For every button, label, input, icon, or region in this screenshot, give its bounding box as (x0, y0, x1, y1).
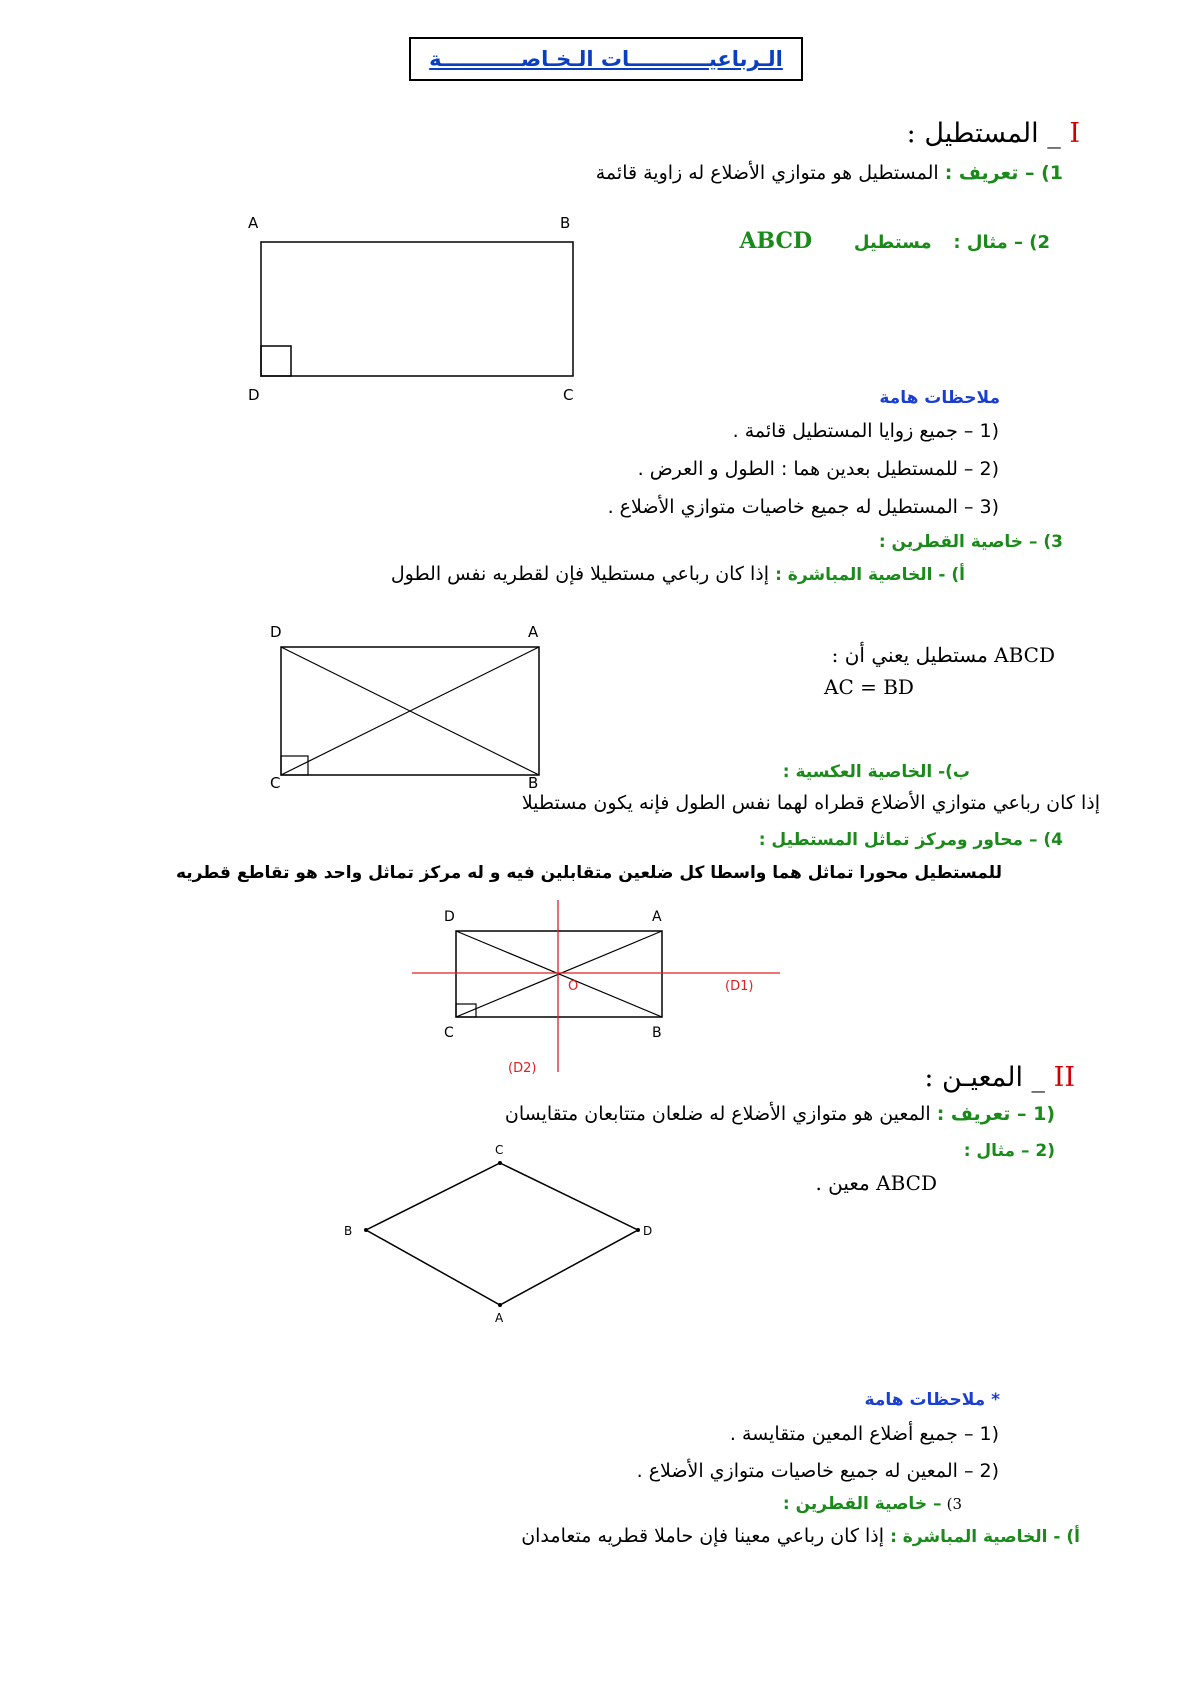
rect-direct-label: أ) - الخاصية المباشرة : (775, 565, 965, 585)
rhombus-direct-label: أ) - الخاصية المباشرة : (890, 1527, 1080, 1547)
vertex-label-b-3: B (652, 1025, 662, 1041)
rhombus-direct-property (521, 1525, 1080, 1547)
rect-direct-property (391, 563, 965, 585)
rectangle-shape (261, 242, 573, 376)
rect-example2-line1: ABCD مستطيل يعني أن : (831, 643, 1055, 667)
vertex-label-d-2: D (270, 623, 282, 641)
rect-converse-text: إذا كان رباعي متوازي الأضلاع قطراه لهما نفس الطول فإنه يكون مستطيلا (521, 792, 1100, 814)
axis-label-d2: (D2) (508, 1061, 537, 1076)
rhombus-example-label: (2 – مثال : (963, 1141, 1055, 1161)
rhombus-diagonals-label: – خاصية القطرين : (782, 1494, 942, 1514)
rhombus-label-b: B (344, 1224, 353, 1238)
rectangle-figure-1 (230, 210, 590, 410)
vertex-label-c: C (563, 386, 574, 404)
rect-converse-label: ب)- الخاصية العكسية : (782, 762, 970, 782)
rhombus-definition-text: المعين هو متوازي الأضلاع له ضلعان متتابعان متقايسان (504, 1103, 931, 1125)
rect-note-1: (1 – جميع زوايا المستطيل قائمة . (732, 420, 999, 442)
vertex-label-c-2: C (270, 774, 281, 790)
rhombus-note-1: (1 – جميع أضلاع المعين متقايسة . (729, 1423, 999, 1445)
right-angle-mark (261, 346, 291, 376)
vertex-dot-c (498, 1161, 502, 1165)
vertex-label-d-3: D (444, 909, 455, 925)
rhombus-label-d: D (643, 1224, 653, 1238)
rect-axes-text: للمستطيل محورا تماثل هما واسطا كل ضلعين متقابلين فيه و له مركز تماثل واحد هو تقاطع قطريه (175, 863, 1002, 883)
section2-numeral: II (1053, 1062, 1075, 1093)
rect-example-word: مستطيل (853, 232, 932, 253)
rhombus-diagonals-heading (783, 1494, 962, 1514)
section2-heading (924, 1062, 1075, 1093)
rhombus-figure (330, 1140, 670, 1330)
rectangle-figure-2 (260, 620, 560, 790)
vertex-dot-b (364, 1228, 368, 1232)
rhombus-definition-label: (1 – تعريف : (936, 1103, 1055, 1125)
vertex-label-c-3: C (444, 1025, 454, 1041)
axis-label-d1: (D1) (725, 979, 754, 994)
rect-definition-label: 1) – تعريف : (944, 162, 1063, 184)
rhombus-shape (366, 1163, 638, 1305)
rhombus-label-c: C (495, 1143, 504, 1157)
title-box (409, 37, 803, 81)
rect-definition-text: المستطيل هو متوازي الأضلاع له زاوية قائمة (595, 162, 939, 184)
page-title: الـرباعيـــــــــــات الـخـاصـــــــــــة (429, 47, 783, 71)
rect-example-name: ABCD (739, 228, 813, 254)
section1-numeral: I (1069, 118, 1080, 149)
rhombus-direct-text: إذا كان رباعي معينا فإن حاملا قطريه متعامدان (521, 1525, 885, 1547)
rect-diagonals-heading: 3) – خاصية القطرين : (878, 532, 1063, 552)
vertex-label-d: D (248, 386, 260, 404)
rhombus-definition (505, 1103, 1055, 1125)
symmetry-figure (400, 900, 800, 1085)
rect-example2-line2: AC = BD (824, 675, 914, 699)
rect-direct-text: إذا كان رباعي مستطيلا فإن لقطريه نفس الطول (390, 563, 770, 585)
section2-title: _ المعيـن : (924, 1062, 1046, 1093)
vertex-label-a-3: A (652, 909, 662, 925)
rhombus-notes-heading: * ملاحظات هامة (864, 1390, 1000, 1410)
vertex-dot-d (636, 1228, 640, 1232)
rect-example-label: 2) – مثال : (953, 232, 1050, 253)
vertex-label-b: B (560, 214, 571, 232)
rhombus-note-2: (2 – المعين له جميع خاصيات متوازي الأضلاع . (636, 1460, 999, 1482)
rhombus-diagonals-num: 3) (946, 1495, 962, 1513)
vertex-dot-a (498, 1303, 502, 1307)
section1-heading (907, 118, 1080, 149)
rect-notes-heading: ملاحظات هامة (879, 388, 1000, 408)
vertex-label-b-2: B (528, 774, 539, 790)
vertex-label-a: A (248, 214, 259, 232)
rect-definition (596, 162, 1063, 184)
center-label-o: O (568, 979, 579, 994)
rect-note-2: (2 – للمستطيل بعدين هما : الطول و العرض . (637, 458, 999, 480)
rhombus-label-a: A (495, 1311, 504, 1325)
rect-axes-heading: 4) – محاور ومركز تماثل المستطيل : (758, 830, 1063, 850)
vertex-label-a-2: A (528, 623, 539, 641)
right-angle-mark-2 (281, 756, 308, 775)
rhombus-example-text: ABCD معين . (815, 1171, 937, 1195)
section1-title: _ المستطيل : (906, 118, 1061, 149)
rect-example (739, 228, 1050, 254)
rect-note-3: (3 – المستطيل له جميع خاصيات متوازي الأضلاع . (607, 496, 999, 518)
